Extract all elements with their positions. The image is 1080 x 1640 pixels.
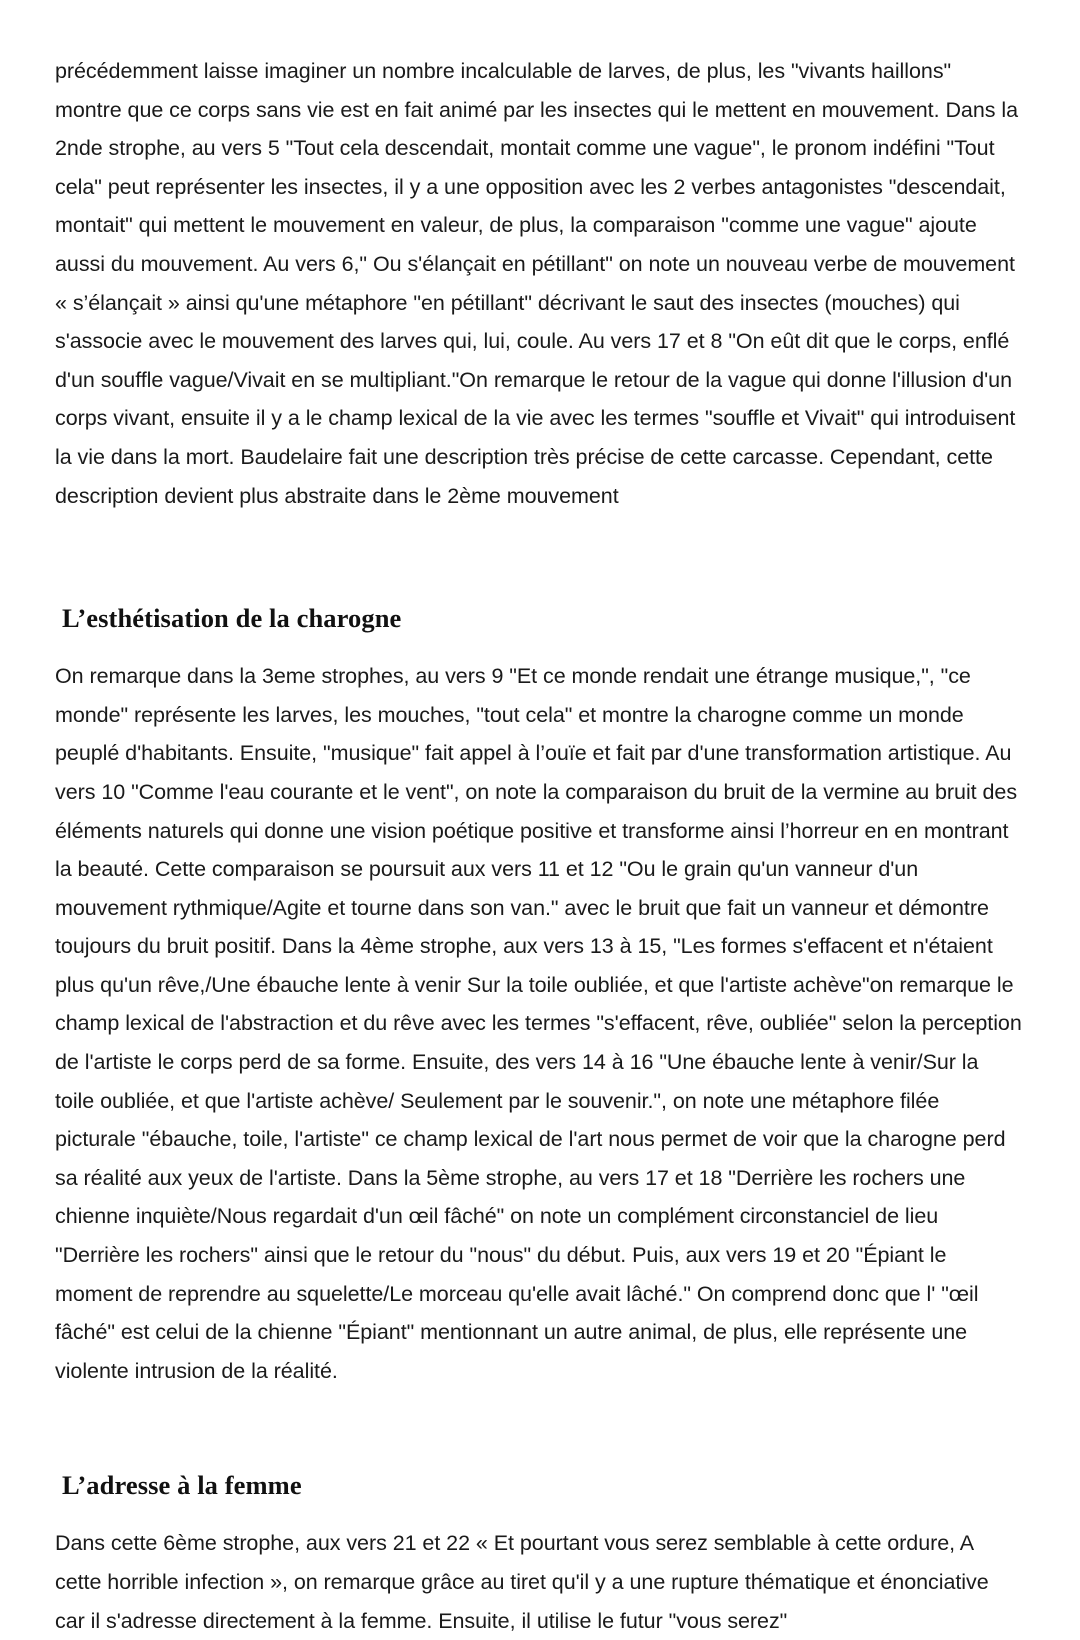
spacer [55,635,1022,657]
spacer [55,515,1022,601]
paragraph-mouvement-insectes: précédemment laisse imaginer un nombre incalculable de larves, de plus, les "vivants haillons" montre que ce corps sans vie est en fait animé par les insectes qui le mettent en mouvement. Dans la 2nde strophe, au vers 5 "Tout cela descendait, montait comme une vague", le pronom indéfini "Tout cela" peut représenter les insectes, il y a une opposition avec les 2 verbes antagonistes "descendait, montait" qui mettent le mouvement en valeur, de plus, la comparaison "comme une vague" ajoute aussi du mouvement. Au vers 6," Ou s'élançait en pétillant" on note un nouveau verbe de mouvement « s’élançait » ainsi qu'une métaphore "en pétillant" décrivant le saut des insectes (mouches) qui s'associe avec le mouvement des larves qui, lui, coule. Au vers 17 et 8 "On eût dit que le corps, enflé d'un souffle vague/Vivait en se multipliant."On remarque le retour de la vague qui donne l'illusion d'un corps vivant, ensuite il y a le champ lexical de la vie avec les termes "souffle et Vivait" qui introduisent la vie dans la mort. Baudelaire fait une description très précise de cette carcasse. Cependant, cette description devient plus abstraite dans le 2ème mouvement [55,59,1024,508]
paragraph-adresse-femme: Dans cette 6ème strophe, aux vers 21 et 22 « Et pourtant vous serez semblable à cette ordure, A cette horrible infection », on remarque grâce au tiret qu'il y a une rupture thématique et énonciative car il s'adresse directement à la femme. Ensuite, il utilise le futur "vous serez" [55,1531,995,1633]
heading-adresse-femme: L’adresse à la femme [62,1470,302,1501]
spacer [55,1502,1022,1524]
spacer [55,1390,1022,1468]
heading-esthetisation: L’esthétisation de la charogne [62,603,402,634]
paragraph-esthetisation: On remarque dans la 3eme strophes, au vers 9 "Et ce monde rendait une étrange musique,", "ce monde" représente les larves, les mouches, "tout cela" et montre la charogne comme un monde peuplé d'habitants. Ensuite, "musique" fait appel à l’ouïe et fait par d'une transformation artistique. Au vers 10 "Comme l'eau courante et le vent", on note la comparaison du bruit de la vermine au bruit des éléments naturels qui donne une vision poétique positive et transforme ainsi l’horreur en en montrant la beauté. Cette comparaison se poursuit aux vers 11 et 12 "Ou le grain qu'un vanneur d'un mouvement rythmique/Agite et tourne dans son van." avec le bruit que fait un vanneur et démontre toujours du bruit positif. Dans la 4ème strophe, aux vers 13 à 15, "Les formes s'effacent et n'étaient plus qu'un rêve,/Une ébauche lente à venir Sur la toile oubliée, et que l'artiste achève"on remarque le champ lexical de l'abstraction et du rêve avec les termes "s'effacent, rêve, oubliée" selon la perception de l'artiste le corps perd de sa forme. Ensuite, des vers 14 à 16 "Une ébauche lente à venir/Sur la toile oubliée, et que l'artiste achève/ Seulement par le souvenir.", on note une métaphore filée picturale "ébauche, toile, l'artiste" ce champ lexical de l'art nous permet de voir que la charogne perd sa réalité aux yeux de l'artiste. Dans la 5ème strophe, au vers 17 et 18 "Derrière les rochers une chienne inquiète/Nous regardait d'un œil fâché" on note un complément circonstanciel de lieu "Derrière les rochers" ainsi que le retour du "nous" du début. Puis, aux vers 19 et 20 "Épiant le moment de reprendre au squelette/Le morceau qu'elle avait lâché." On comprend donc que l' "œil fâché" est celui de la chienne "Épiant" mentionnant un autre animal, de plus, elle représente une violente intrusion de la réalité. [55,664,1028,1383]
